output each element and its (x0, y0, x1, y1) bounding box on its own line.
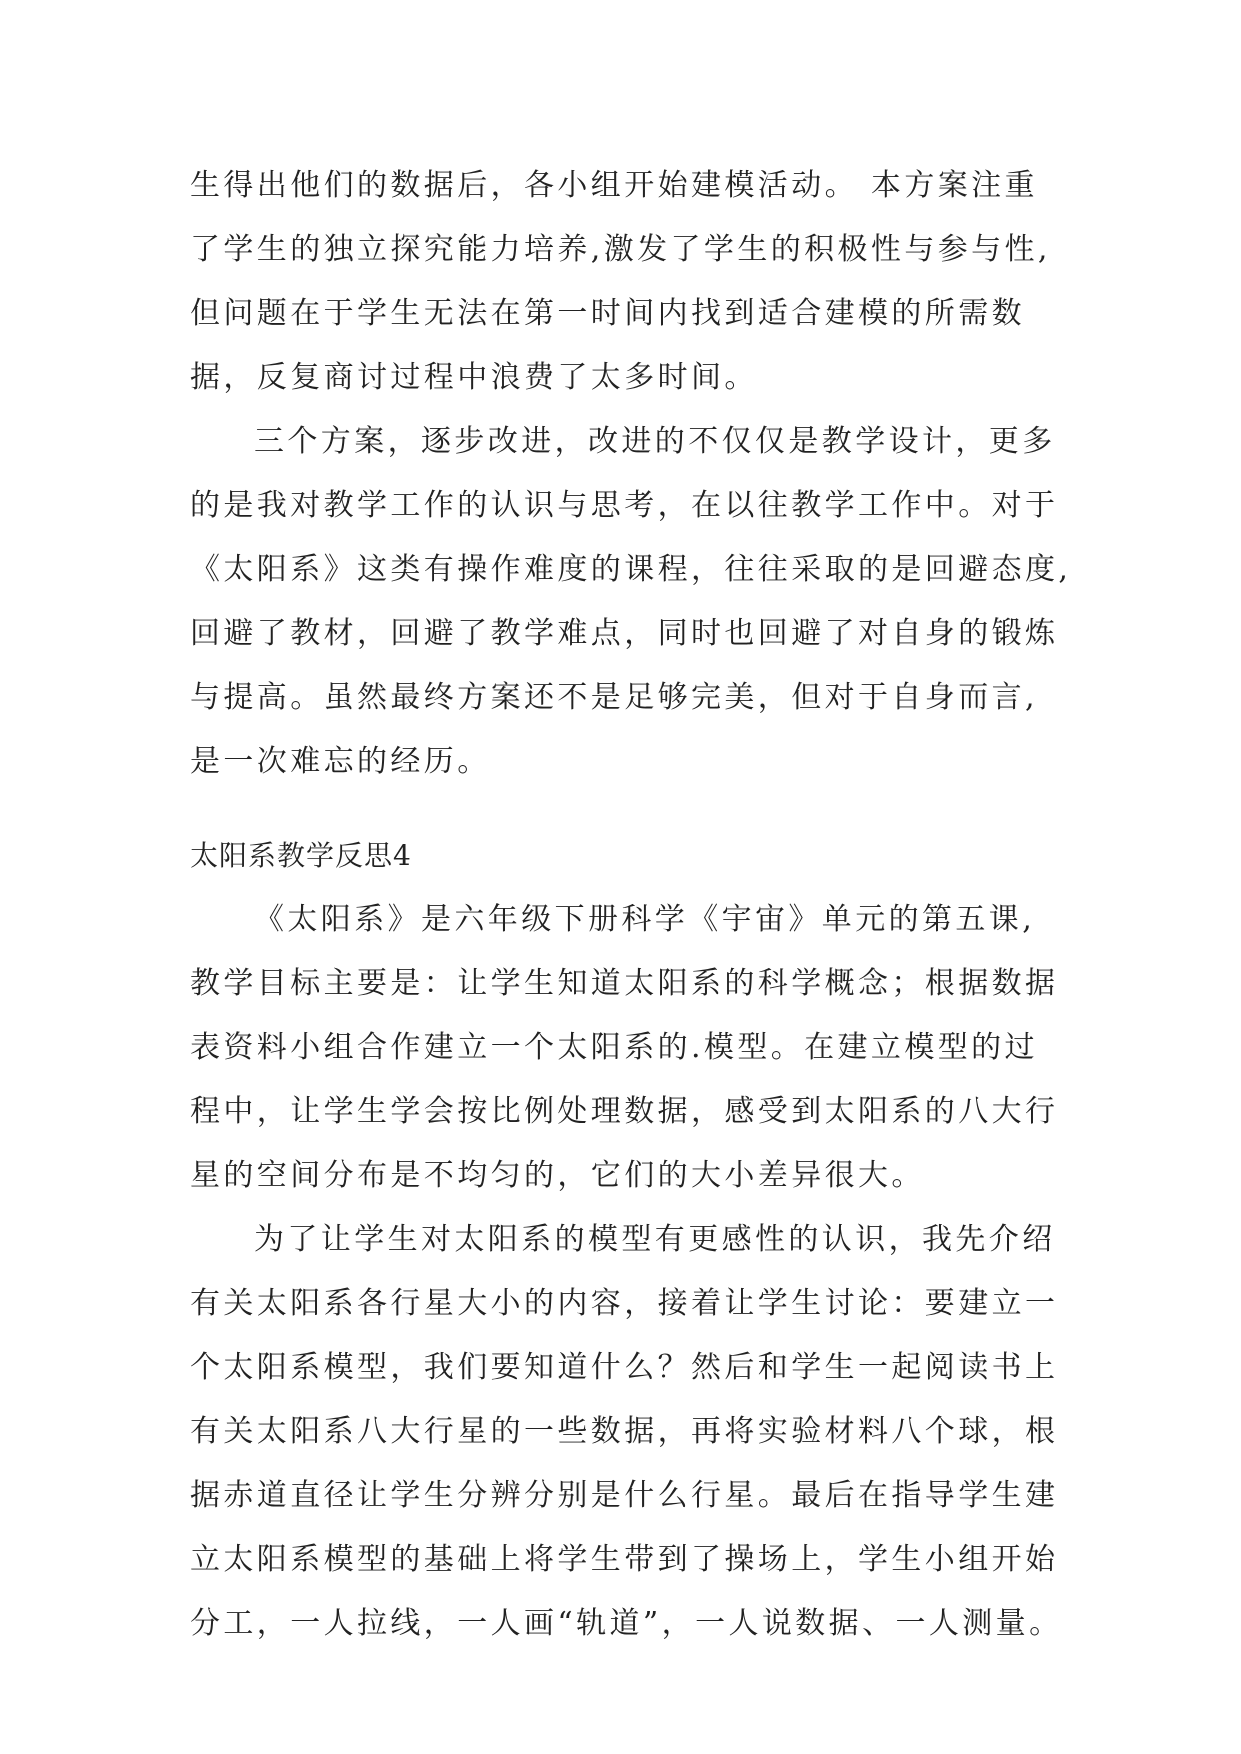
section-title: 太阳系教学反思4 (190, 839, 412, 872)
text-line: 回避了教材，回避了教学难点，同时也回避了对自身的锻炼 (190, 616, 1059, 651)
text-line: 的是我对教学工作的认识与思考，在以往教学工作中。对于 (190, 488, 1059, 523)
text-line: 生得出他们的数据后，各小组开始建模活动。 本方案注重 (190, 168, 1038, 203)
text-line: 立太阳系模型的基础上将学生带到了操场上，学生小组开始 (190, 1542, 1059, 1577)
text-line: 但问题在于学生无法在第一时间内找到适合建模的所需数 (190, 296, 1025, 331)
text-line: 有关太阳系各行星大小的内容，接着让学生讨论：要建立一 (190, 1286, 1059, 1321)
text-line: 为了让学生对太阳系的模型有更感性的认识，我先介绍 (254, 1222, 1056, 1257)
text-line: 有关太阳系八大行星的一些数据，再将实验材料八个球，根 (190, 1414, 1059, 1449)
text-line: 是一次难忘的经历。 (190, 744, 491, 779)
text-line: 据赤道直径让学生分辨分别是什么行星。最后在指导学生建 (190, 1478, 1059, 1513)
text-line: 与提高。虽然最终方案还不是足够完美，但对于自身而言, (190, 680, 1038, 715)
text-line: 个太阳系模型，我们要知道什么？然后和学生一起阅读书上 (190, 1350, 1059, 1385)
text-line: 教学目标主要是：让学生知道太阳系的科学概念；根据数据 (190, 966, 1059, 1001)
text-line: 三个方案，逐步改进，改进的不仅仅是教学设计，更多 (254, 424, 1056, 459)
text-line: 程中，让学生学会按比例处理数据，感受到太阳系的八大行 (190, 1094, 1059, 1129)
text-line: 《太阳系》是六年级下册科学《宇宙》单元的第五课, (254, 902, 1036, 937)
text-line: 星的空间分布是不均匀的，它们的大小差异很大。 (190, 1158, 925, 1193)
text-line: 据，反复商讨过程中浪费了太多时间。 (190, 360, 758, 395)
text-line: 了学生的独立探究能力培养,激发了学生的积极性与参与性, (190, 232, 1051, 267)
text-line: 分工，一人拉线，一人画“轨道”，一人说数据、一人测量。 (190, 1606, 1063, 1641)
text-line: 表资料小组合作建立一个太阳系的.模型。在建立模型的过 (190, 1030, 1038, 1065)
text-line: 《太阳系》这类有操作难度的课程，往往采取的是回避态度, (190, 552, 1072, 587)
